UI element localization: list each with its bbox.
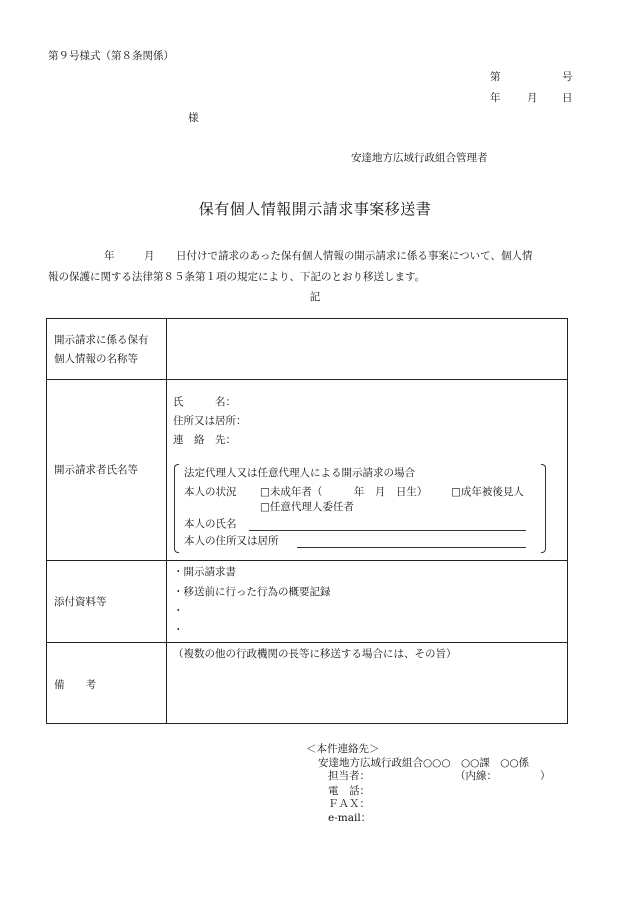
checkbox-principal[interactable]: □任意代理人委任者: [260, 501, 354, 513]
contact-extension-label: （内線：: [455, 770, 497, 782]
row-divider: [47, 379, 567, 380]
body-year: 年: [104, 250, 115, 262]
contact-tel-label: 電 話：: [328, 785, 370, 797]
bracket-left: [174, 464, 179, 553]
attachment-item: ・開示請求書: [173, 566, 236, 578]
row-divider: [47, 560, 567, 561]
body-month: 月: [144, 250, 155, 262]
document-title: 保有個人情報開示請求事案移送書: [198, 200, 432, 218]
date-day: 日: [562, 92, 573, 104]
date-month: 月: [527, 92, 538, 104]
document-number-go: 号: [562, 71, 573, 83]
bracket-right: [541, 464, 546, 553]
attachment-item: ・: [173, 605, 184, 617]
column-divider: [166, 319, 167, 723]
document-number-dai: 第: [490, 71, 501, 83]
form-table: [46, 318, 568, 724]
requester-address-label: 住所又は居所：: [173, 415, 247, 427]
form-number: 第９号様式（第８条関係）: [48, 50, 174, 62]
contact-fax-label: ＦＡＸ：: [328, 798, 370, 810]
contact-extension-close: ）: [540, 770, 551, 782]
attachment-item: ・移送前に行った行為の概要記録: [173, 586, 331, 598]
checkbox-minor[interactable]: □未成年者（ 年 月 日生）: [260, 486, 428, 498]
addressee: 様: [188, 112, 199, 124]
contact-email-label: e-mail：: [328, 812, 372, 824]
person-address-label: 本人の住所又は居所: [184, 535, 279, 547]
date-year: 年: [490, 92, 501, 104]
row2-label: 開示請求者氏名等: [54, 464, 138, 476]
checkbox-adult-ward[interactable]: □成年被後見人: [451, 486, 524, 498]
contact-person-label: 担当者：: [328, 770, 370, 782]
row4-label: 備 考: [54, 679, 96, 691]
row1-label-line2: 個人情報の名称等: [54, 353, 138, 365]
sender: 安達地方広域行政組合管理者: [351, 152, 488, 164]
person-name-underline: [249, 530, 526, 531]
person-status-label: 本人の状況: [184, 486, 237, 498]
row1-label-line1: 開示請求に係る保有: [54, 334, 149, 346]
contact-organization: 安達地方広域行政組合○○○ ○○課 ○○係: [318, 757, 530, 769]
row-divider: [47, 642, 567, 643]
contact-heading: ＜本件連絡先＞: [306, 743, 380, 755]
attachment-item: ・: [173, 624, 184, 636]
requester-contact-label: 連 絡 先：: [173, 434, 236, 446]
person-name-label: 本人の氏名: [184, 518, 237, 530]
person-address-underline: [297, 547, 526, 548]
requester-name-label: 氏 名：: [173, 396, 236, 408]
row3-label: 添付資料等: [54, 596, 107, 608]
ki-heading: 記: [309, 291, 321, 303]
body-line2: 報の保護に関する法律第８５条第１項の規定により、下記のとおり移送します。: [48, 271, 426, 283]
remarks-note: （複数の他の行政機関の長等に移送する場合には、その旨）: [173, 648, 457, 660]
body-line1: 日付けで請求のあった保有個人情報の開示請求に係る事案について、個人情: [176, 250, 533, 262]
agent-heading: 法定代理人又は任意代理人による開示請求の場合: [184, 467, 415, 479]
